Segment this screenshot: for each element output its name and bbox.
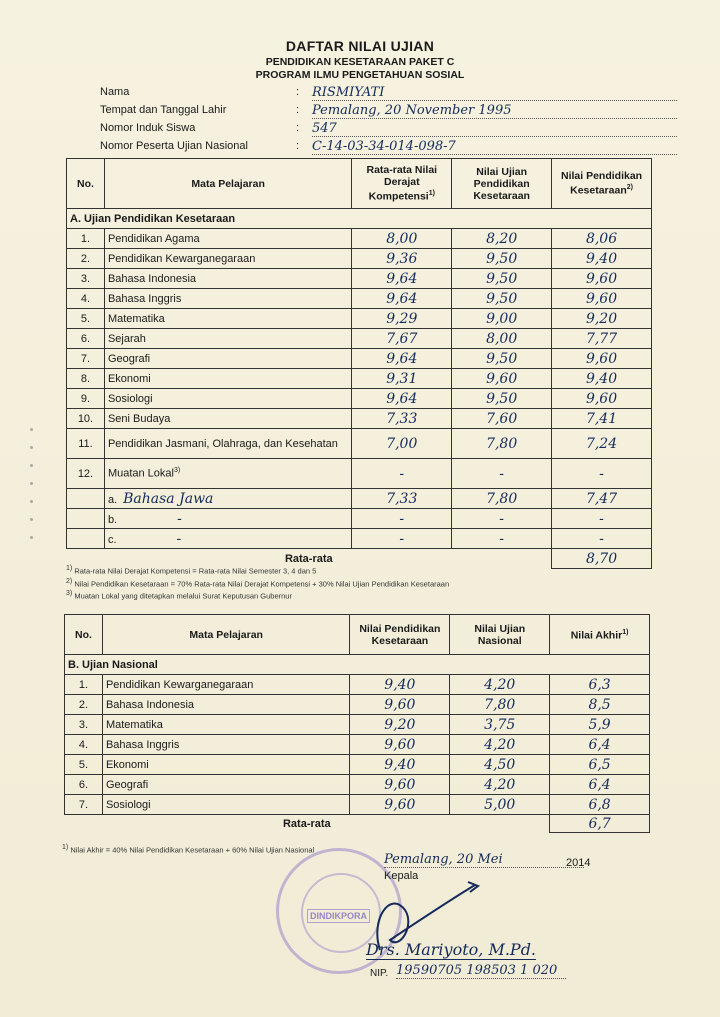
table-row: 2. Pendidikan Kewarganegaraan 9,36 9,50 9,40 (67, 249, 652, 269)
table-row: 5. Matematika 9,29 9,00 9,20 (67, 309, 652, 329)
binder-hole (30, 464, 33, 467)
document-title: DAFTAR NILAI UJIAN (285, 38, 435, 54)
col-header-subject: Mata Pelajaran (104, 159, 351, 209)
signer-role: Kepala (384, 870, 419, 882)
footnote-1: 1) Rata-rata Nilai Derajat Kompetensi = Rata-rata Nilai Semester 3, 4 dan 5 (66, 565, 317, 576)
col-header-final: Nilai Akhir$^{1)}$ (550, 615, 650, 655)
official-stamp: DINDIKPORA (276, 848, 402, 974)
average-row: Rata-rata 8,70 (67, 549, 652, 569)
table-row: 4. Bahasa Inggris 9,60 4,20 6,4 (65, 735, 650, 755)
footnote-final: 1) Nilai Akhir = 40% Nilai Pendidikan Kesetaraan + 60% Nilai Ujian Nasional (62, 844, 315, 855)
col-header-no: No. (67, 159, 105, 209)
table-row: 5. Ekonomi 9,40 4,50 6,5 (65, 755, 650, 775)
col-header-equivalency: Nilai Pendidikan Kesetaraan (350, 615, 450, 655)
col-header-competency: Rata-rata Nilai Derajat Kompetensi$^{1)}$ (352, 159, 452, 209)
table-row: 1. Pendidikan Agama 8,00 8,20 8,06 (67, 229, 652, 249)
table-row: 6. Geografi 9,60 4,20 6,4 (65, 775, 650, 795)
student-name: RISMIYATI (312, 86, 677, 101)
table-row: 11. Pendidikan Jasmani, Olahraga, dan Kesehatan 7,00 7,80 7,24 (67, 429, 652, 459)
table-row: 7. Geografi 9,64 9,50 9,60 (67, 349, 652, 369)
table-row: 3. Bahasa Indonesia 9,64 9,50 9,60 (67, 269, 652, 289)
program-subtitle: PROGRAM ILMU PENGETAHUAN SOSIAL (255, 69, 465, 81)
table-row: 7. Sosiologi 9,60 5,00 6,8 (65, 795, 650, 815)
table-equivalency-exam (66, 158, 652, 569)
table-national-exam (64, 614, 650, 833)
signing-place-date: Pemalang, 20 Mei (384, 852, 584, 868)
document-subtitle: PENDIDIKAN KESETARAAN PAKET C (265, 56, 455, 68)
col-header-subject: Mata Pelajaran (102, 615, 350, 655)
section-header-a: A. Ujian Pendidikan Kesetaraan (67, 209, 652, 229)
table-row: c. - - - - (67, 529, 652, 549)
exam-number: C-14-03-34-014-098-7 (312, 140, 677, 155)
table-row: 2. Bahasa Indonesia 9,60 7,80 8,5 (65, 695, 650, 715)
signer-nip: 19590705 198503 1 020 (396, 963, 566, 979)
section-header-b: B. Ujian Nasional (65, 655, 650, 675)
footnote-2: 2) Nilai Pendidikan Kesetaraan = 70% Rata-rata Nilai Derajat Kompetensi + 30% Nilai Ujian Pendidikan Kesetaraan (66, 578, 450, 589)
table-row: 12. Muatan Lokal$^{3)}$ - - - (67, 459, 652, 489)
birth-place-date: Pemalang, 20 November 1995 (312, 104, 677, 119)
col-header-exam: Nilai Ujian Pendidikan Kesetaraan (452, 159, 552, 209)
average-row: Rata-rata 6,7 (65, 815, 650, 833)
table-row: 10. Seni Budaya 7,33 7,60 7,41 (67, 409, 652, 429)
footnote-3: 3) Muatan Lokal yang ditetapkan melalui Surat Keputusan Gubernur (66, 590, 292, 601)
binder-hole (30, 428, 33, 431)
table-row: 3. Matematika 9,20 3,75 5,9 (65, 715, 650, 735)
signer-name: Drs. Mariyoto, M.Pd. (366, 940, 537, 959)
student-id: 547 (312, 122, 677, 137)
col-header-equivalency: Nilai Pendidikan Kesetaraan$^{2)}$ (552, 159, 652, 209)
table-row: b. - - - - (67, 509, 652, 529)
nip-label: NIP. (370, 968, 389, 979)
col-header-national: Nilai Ujian Nasional (450, 615, 550, 655)
binder-hole (30, 446, 33, 449)
binder-hole (30, 518, 33, 521)
average-value-b: 6,7 (550, 815, 650, 833)
binder-hole (30, 536, 33, 539)
table-row: a. Bahasa Jawa 7,33 7,80 7,47 (67, 489, 652, 509)
table-row: 9. Sosiologi 9,64 9,50 9,60 (67, 389, 652, 409)
table-row: 4. Bahasa Inggris 9,64 9,50 9,60 (67, 289, 652, 309)
table-row: 6. Sejarah 7,67 8,00 7,77 (67, 329, 652, 349)
col-header-no: No. (65, 615, 103, 655)
table-row: 8. Ekonomi 9,31 9,60 9,40 (67, 369, 652, 389)
signing-year: 2014 (566, 857, 591, 869)
binder-hole (30, 500, 33, 503)
table-row: 1. Pendidikan Kewarganegaraan 9,40 4,20 6,3 (65, 675, 650, 695)
average-value-a: 8,70 (552, 549, 652, 569)
binder-hole (30, 482, 33, 485)
